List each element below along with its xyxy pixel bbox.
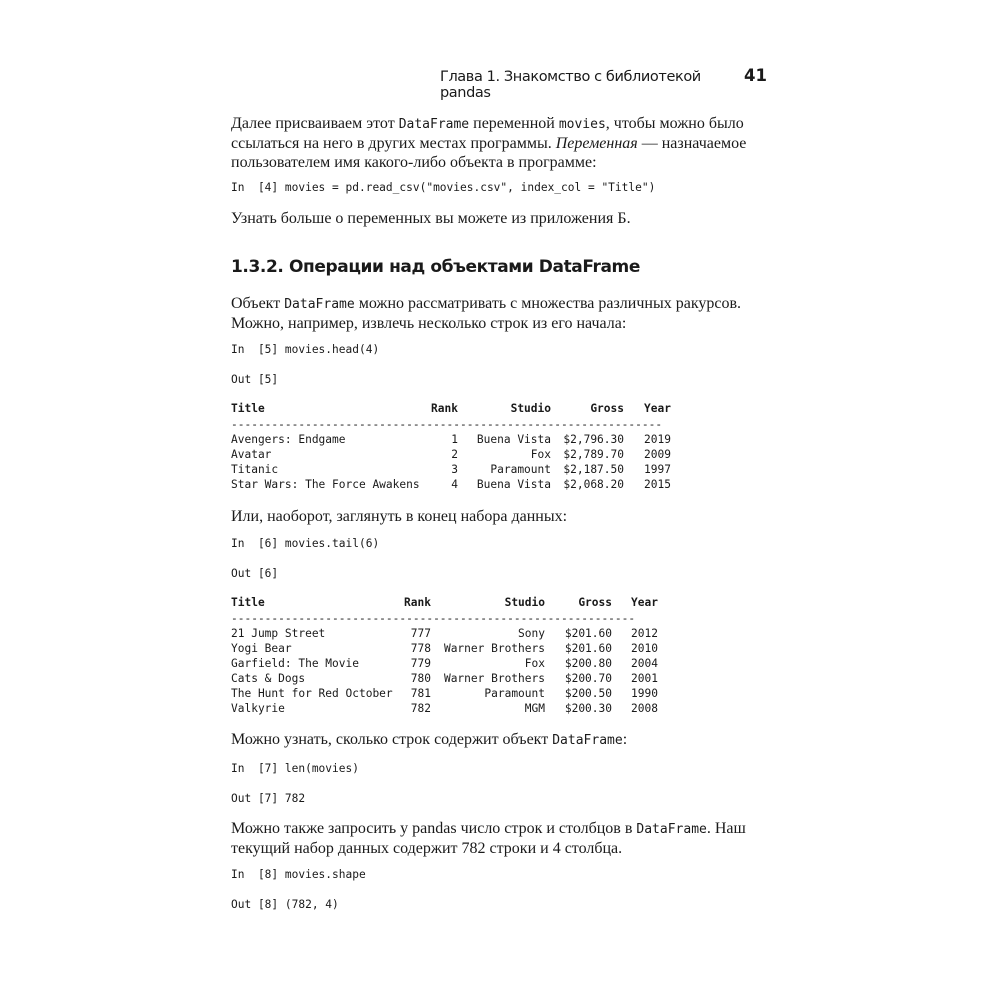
table-row [231, 627, 658, 642]
code-in-6: In [6] movies.tail(6) [231, 537, 380, 550]
output-table-head [231, 402, 671, 493]
code-out-8: Out [8] (782, 4) [231, 898, 339, 911]
cell-year: 2001 [631, 672, 658, 685]
table-row [231, 433, 671, 448]
cell-title: Titanic [231, 463, 279, 476]
inline-code: DataFrame [398, 117, 470, 132]
paragraph-head-intro [231, 294, 776, 333]
cell-year: 2019 [644, 433, 671, 446]
cell-year: 2004 [631, 657, 658, 670]
paragraph-variables-appendix: Узнать больше о переменных вы можете из приложения Б. [231, 210, 631, 227]
text: можно рассматривать с множества различных ракурсов. Можно, например, извлечь несколько строк из его начала: [231, 295, 742, 332]
cell-rank: 4 [451, 478, 458, 491]
emphasis-term: Переменная [555, 135, 638, 152]
cell-gross: $201.60 [564, 627, 612, 640]
column-header: Year [644, 402, 671, 415]
cell-title: The Hunt for Red October [231, 687, 393, 700]
code-in-4: In [4] movies = pd.read_csv("movies.csv", index_col = "Title") [231, 181, 656, 194]
cell-year: 2010 [631, 642, 658, 655]
code-in-7: In [7] len(movies) [231, 762, 359, 775]
table-header-row [231, 402, 671, 418]
table-row [231, 687, 658, 702]
cell-rank: 782 [410, 702, 431, 715]
cell-year: 2009 [644, 448, 671, 461]
column-header: Studio [504, 596, 545, 609]
table-header-row [231, 596, 658, 612]
cell-rank: 3 [451, 463, 458, 476]
table-row [231, 657, 658, 672]
paragraph-shape-intro [231, 819, 776, 858]
cell-year: 2008 [631, 702, 658, 715]
cell-gross: $201.60 [564, 642, 612, 655]
cell-title: 21 Jump Street [231, 627, 326, 640]
table-row [231, 463, 671, 478]
text: — назначаемое пользователем имя какого-либо объекта в программе: [231, 135, 747, 171]
separator-row [231, 612, 658, 627]
cell-studio: Warner Brothers [443, 672, 545, 685]
text: Далее присваиваем этот [231, 115, 399, 132]
chapter-title: Глава 1. Знакомство с библиотекой pandas [440, 69, 701, 101]
cell-studio: MGM [524, 702, 545, 715]
separator-row [231, 418, 671, 433]
separator-line: ------------------------------------------------------------ [231, 612, 636, 625]
cell-year: 2012 [631, 627, 658, 640]
paragraph-tail-intro: Или, наоборот, заглянуть в конец набора данных: [231, 508, 568, 525]
cell-year: 2015 [644, 478, 671, 491]
paragraph-assign-variable [231, 114, 776, 172]
text: . Наш текущий набор данных содержит 782 строки и 4 столбца. [231, 820, 746, 857]
table-row [231, 448, 671, 463]
text: переменной [469, 115, 559, 132]
cell-rank: 2 [451, 448, 458, 461]
text: Можно также запросить у pandas число строк и столбцов в [231, 820, 637, 837]
cell-year: 1997 [644, 463, 671, 476]
cell-gross: $2,789.70 [563, 448, 624, 461]
column-header: Studio [510, 402, 551, 415]
column-header: Gross [578, 596, 612, 609]
cell-gross: $2,068.20 [563, 478, 624, 491]
table-row [231, 642, 658, 657]
cell-studio: Fox [524, 657, 545, 670]
column-header: Rank [404, 596, 431, 609]
separator-line: ---------------------------------------------------------------- [231, 418, 663, 431]
cell-studio: Fox [530, 448, 551, 461]
cell-rank: 1 [451, 433, 458, 446]
table-row [231, 702, 658, 717]
column-header: Rank [431, 402, 458, 415]
text: Объект [231, 295, 285, 312]
code-out-7: Out [7] 782 [231, 792, 306, 805]
cell-gross: $200.50 [564, 687, 612, 700]
cell-title: Star Wars: The Force Awakens [231, 478, 420, 491]
cell-title: Cats & Dogs [231, 672, 306, 685]
cell-studio: Buena Vista [476, 478, 551, 491]
column-header: Year [631, 596, 658, 609]
cell-studio: Sony [518, 627, 545, 640]
cell-gross: $2,187.50 [563, 463, 624, 476]
cell-studio: Warner Brothers [443, 642, 545, 655]
section-title: 1.3.2. Операции над объектами DataFrame [231, 257, 641, 277]
cell-rank: 777 [410, 627, 431, 640]
column-header: Title [231, 596, 265, 609]
inline-code: movies [558, 117, 606, 132]
cell-gross: $200.30 [564, 702, 612, 715]
cell-studio: Paramount [484, 687, 545, 700]
inline-code: DataFrame [552, 733, 623, 748]
cell-studio: Buena Vista [476, 433, 551, 446]
code-in-8: In [8] movies.shape [231, 868, 366, 881]
table-row [231, 672, 658, 687]
cell-title: Avengers: Endgame [231, 433, 346, 446]
cell-title: Valkyrie [231, 702, 285, 715]
cell-rank: 780 [410, 672, 431, 685]
code-out-6: Out [6] [231, 567, 279, 580]
text: Можно узнать, сколько строк содержит объект [231, 731, 553, 748]
text: , чтобы можно было ссылаться на него в других местах программы. [231, 115, 744, 152]
text: : [622, 731, 628, 748]
cell-gross: $200.80 [564, 657, 612, 670]
cell-rank: 779 [410, 657, 431, 670]
cell-gross: $200.70 [564, 672, 612, 685]
cell-gross: $2,796.30 [563, 433, 624, 446]
code-out-5: Out [5] [231, 373, 279, 386]
cell-title: Yogi Bear [231, 642, 292, 655]
cell-rank: 781 [410, 687, 431, 700]
code-in-5: In [5] movies.head(4) [231, 343, 380, 356]
cell-year: 1990 [631, 687, 658, 700]
cell-studio: Paramount [490, 463, 551, 476]
cell-rank: 778 [410, 642, 431, 655]
column-header: Title [231, 402, 265, 415]
page-number: 41 [744, 66, 767, 85]
cell-title: Avatar [231, 448, 272, 461]
table-row [231, 478, 671, 493]
cell-title: Garfield: The Movie [231, 657, 359, 670]
column-header: Gross [590, 402, 624, 415]
running-header [440, 66, 767, 101]
paragraph-len-intro [231, 730, 776, 750]
output-table-tail [231, 596, 658, 717]
inline-code: DataFrame [636, 822, 707, 837]
inline-code: DataFrame [284, 297, 355, 312]
